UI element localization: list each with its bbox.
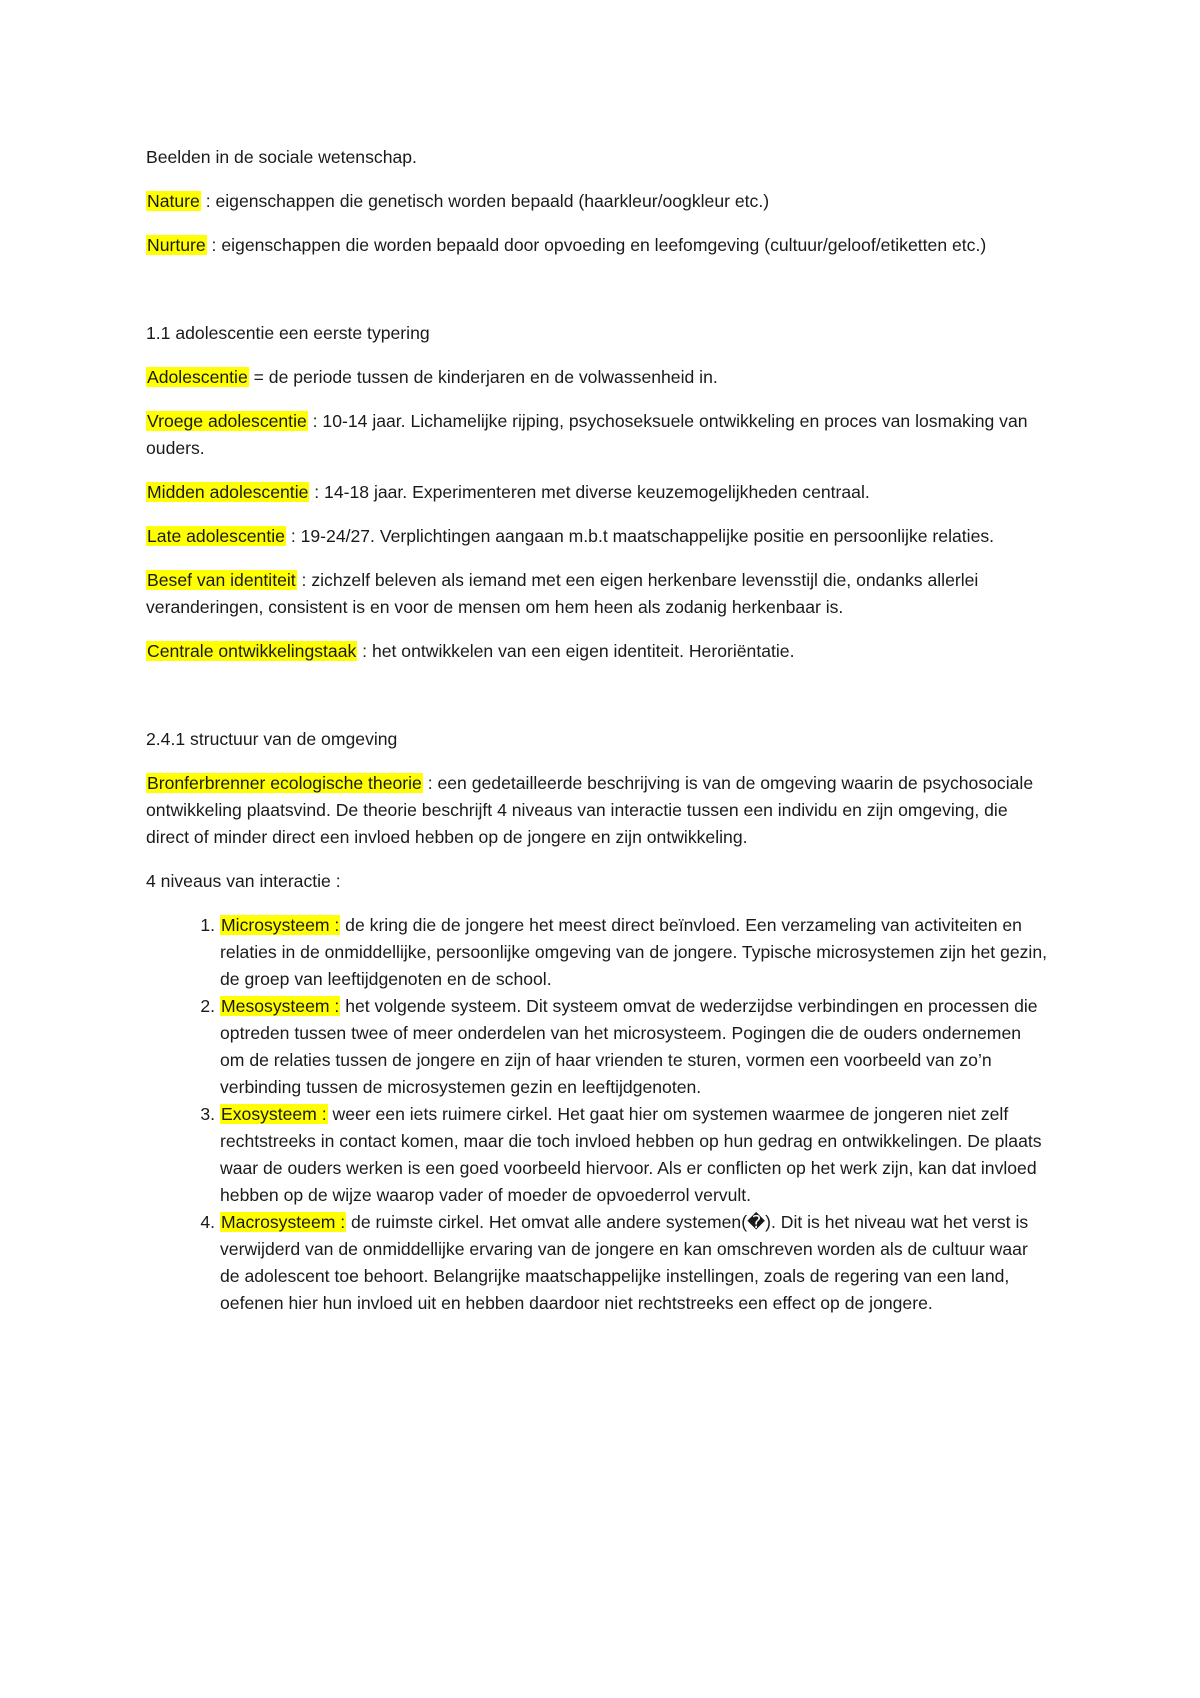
highlight-term-nurture: Nurture [147, 235, 206, 255]
highlight-term-late-adolescentie: Late adolescentie [147, 526, 285, 546]
list-item-microsysteem [200, 912, 1050, 993]
definition-text: : zichzelf beleven als iemand met een eigen herkenbare levensstijl die, ondanks allerlei veranderingen, consistent is en voor de mensen om hem heen als zodanig herkenbaar is. [146, 570, 979, 617]
paragraph-centrale-ontwikkelingstaak [146, 638, 1050, 665]
paragraph-bronfenbrenner [146, 770, 1050, 851]
list-number: 1. [200, 915, 215, 935]
definition-text: : een gedetailleerde beschrijving is van de omgeving waarin de psychosociale ontwikkeling plaatsvind. De theorie beschrijft 4 niveaus van interactie tussen een individu en zijn omgeving, die direct of minder direct een invloed hebben op de jongere en zijn ontwikkeling. [146, 773, 1034, 847]
definition-text: : eigenschappen die genetisch worden bepaald (haarkleur/oogkleur etc.) [200, 191, 770, 211]
paragraph-adolescentie [146, 364, 1050, 391]
highlight-term-mesosysteem: Mesosysteem : [221, 996, 340, 1016]
definition-text: : 10-14 jaar. Lichamelijke rijping, psychoseksuele ontwikkeling en proces van losmaking van ouders. [146, 411, 1028, 458]
paragraph-nature [146, 188, 1050, 215]
paragraph-vroege-adolescentie [146, 408, 1050, 462]
definition-text: : 14-18 jaar. Experimenteren met diverse keuzemogelijkheden centraal. [309, 482, 870, 502]
highlight-term-nature: Nature [147, 191, 200, 211]
highlight-term-besef-van-identiteit: Besef van identiteit [147, 570, 296, 590]
definition-text: : het ontwikkelen van een eigen identiteit. Heroriëntatie. [357, 641, 795, 661]
list-item-text: het volgende systeem. Dit systeem omvat de wederzijdse verbindingen en processen die optreden tussen twee of meer onderdelen van het microsysteem. Pogingen die de ouders ondernemen om de relaties tussen de jongere en zijn of haar vrienden te sturen, vormen een voorbeeld van zo’n verbinding tussen de microsystemen gezin en leeftijdgenoten. [220, 996, 1038, 1097]
niveaus-heading: 4 niveaus van interactie : [146, 871, 341, 891]
list-item-mesosysteem [200, 993, 1050, 1101]
highlight-term-vroege-adolescentie: Vroege adolescentie [147, 411, 307, 431]
list-item-text: de kring die de jongere het meest direct beïnvloed. Een verzameling van activiteiten en relaties in de onmiddellijke, persoonlijke omgeving van de jongere. Typische microsystemen zijn het gezin, de groep van leeftijdgenoten en de school. [220, 915, 1048, 989]
list-item-macrosysteem [200, 1209, 1050, 1317]
paragraph-nurture [146, 232, 1050, 259]
highlight-term-centrale-ontwikkelingstaak: Centrale ontwikkelingstaak [147, 641, 357, 661]
list-number: 4. [200, 1212, 215, 1232]
list-item-exosysteem [200, 1101, 1050, 1209]
definition-text: = de periode tussen de kinderjaren en de volwassenheid in. [248, 367, 718, 387]
list-number: 2. [200, 996, 215, 1016]
highlight-term-macrosysteem: Macrosysteem : [221, 1212, 346, 1232]
definition-text: : eigenschappen die worden bepaald door opvoeding en leefomgeving (cultuur/geloof/etiketten etc.) [206, 235, 987, 255]
highlight-term-microsysteem: Microsysteem : [221, 915, 340, 935]
paragraph-late-adolescentie [146, 523, 1050, 550]
document-title: Beelden in de sociale wetenschap. [146, 147, 417, 167]
paragraph-besef-van-identiteit [146, 567, 1050, 621]
highlight-term-midden-adolescentie: Midden adolescentie [147, 482, 309, 502]
section-heading-2-4-1: 2.4.1 structuur van de omgeving [146, 729, 398, 749]
highlight-term-bronfenbrenner: Bronferbrenner ecologische theorie [147, 773, 422, 793]
niveaus-list [146, 912, 1050, 1317]
definition-text: : 19-24/27. Verplichtingen aangaan m.b.t maatschappelijke positie en persoonlijke relaties. [285, 526, 995, 546]
list-item-text: de ruimste cirkel. Het omvat alle andere systemen(�). Dit is het niveau wat het verst is verwijderd van de onmiddellijke ervaring van de jongere en kan omschreven worden als de cultuur waar de adolescent toe behoort. Belangrijke maatschappelijke instellingen, zoals de regering van een land, oefenen hier hun invloed uit en hebben daardoor niet rechtstreeks een effect op de jongere. [220, 1212, 1029, 1313]
highlight-term-exosysteem: Exosysteem : [221, 1104, 327, 1124]
list-item-text: weer een iets ruimere cirkel. Het gaat hier om systemen waarmee de jongeren niet zelf rechtstreeks in contact komen, maar die toch invloed hebben op hun gedrag en ontwikkelingen. De plaats waar de ouders werken is een goed voorbeeld hiervoor. Als er conflicten op het werk zijn, kan dat invloed hebben op de wijze waarop vader of moeder de opvoederrol vervult. [220, 1104, 1042, 1205]
list-number: 3. [200, 1104, 215, 1124]
paragraph-midden-adolescentie [146, 479, 1050, 506]
highlight-term-adolescentie: Adolescentie [147, 367, 248, 387]
section-heading-1-1: 1.1 adolescentie een eerste typering [146, 323, 430, 343]
